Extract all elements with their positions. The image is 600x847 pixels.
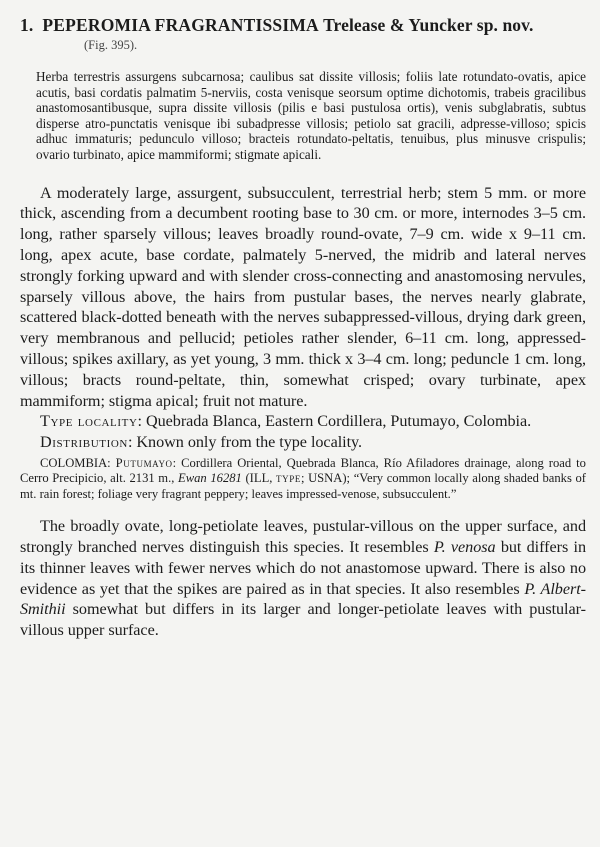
related-species-albert-smithii: P. Albert-Smithii (20, 579, 586, 619)
species-heading (20, 14, 586, 36)
discussion-part-2: but differs in its thinner leaves with fewer nerves which do not anastomose upward. There is also no evidence as yet that the spikes are paired as in that species. It also resembles (20, 537, 587, 598)
discussion-text (20, 516, 586, 641)
specimen-type-label: type (276, 471, 301, 486)
latin-description-text: Herba terrestris assurgens subcarnosa; caulibus sat dissite villosis; foliis late rotundato-ovatis, apice acutis, basi cordatis palmatim 5-nerviis, costa venisque seorsum optime dichotomis, trabeis gracilibus anastomosantibusque, supra dissite villosis (pilis e basi pustulosa ortis), venis subglabratis, subtus disperse atro-punctatis venisque ibi subadpresse villosis; petiolo sat gracili, adpresse-villoso; spicis adhuc immaturis; pedunculo villoso; bracteis rotundato-peltatis, tenuibus, plus minusve crispulis; ovario turbinato, apice mammiformi; stigmate apicali. (36, 69, 586, 162)
specimen-locality: Cordillera Oriental, Quebrada Blanca, Río Afiladores drainage, along road to Cerro Precipicio, alt. 2131 m., (20, 455, 586, 486)
discussion-part-1: The broadly ovate, long-petiolate leaves, pustular-villous on the upper surface, and strongly branched nerves distinguish this species. It resembles (20, 517, 586, 556)
specimen-department: Putumayo (115, 455, 173, 470)
specimen-collector: Ewan 16281 (178, 471, 242, 486)
specimen-citation (20, 456, 586, 502)
specimen-country: COLOMBIA (40, 455, 108, 470)
type-locality-label: Type locality (40, 412, 138, 431)
english-description-text: A moderately large, assurgent, subsucculent, terrestrial herb; stem 5 mm. or more thick, ascending from a decumbent rooting base to 30 cm. or more, internodes 3–5 cm. long, rather sparsely villous; leaves broadly round-ovate, 7–9 cm. wide x 9–11 cm. long, apex acute, base cordate, palmately 5-nerved, the midrib and lateral nerves strongly forking upward and with slender cross-connecting and anastomosing nervules, sparsely villous above, the hairs from pustular bases, the nerves nearly glabrate, scattered black-dotted beneath with the nerves subappressed-villous, drying dark green, very membranous and pellucid; petioles rather slender, 6–11 cm. long, appressed-villous; spikes axillary, as yet young, 3 mm. thick x 3–4 cm. long; peduncle 1 cm. long, villous; bracts round-peltate, thin, somewhat crisped; ovary turbinate, apex mammiform; stigma apical; fruit not mature. (20, 183, 586, 410)
species-authority: Trelease & Yuncker sp. nov. (323, 15, 534, 35)
discussion (20, 516, 586, 641)
distribution: Distribution: Known only from the type locality. (40, 433, 363, 452)
specimen-herbarium-2: ; USNA); (300, 471, 351, 486)
figure-reference: (Fig. 395). (84, 38, 138, 52)
latin-description (20, 69, 586, 163)
specimen-herbarium-1: (ILL, (245, 471, 273, 486)
species-name: PEPEROMIA FRAGRANTISSIMA (42, 15, 319, 35)
type-locality-text: Quebrada Blanca, Eastern Cordillera, Putumayo, Colombia. (145, 412, 532, 431)
species-treatment (20, 14, 586, 641)
type-locality: Type locality: Quebrada Blanca, Eastern Cordillera, Putumayo, Colombia. (40, 412, 532, 431)
distribution-label: Distribution (40, 433, 128, 452)
english-description (20, 183, 586, 453)
species-number: 1. (20, 15, 34, 35)
distribution-text: Known only from the type locality. (136, 433, 363, 452)
related-species-venosa: P. venosa (433, 537, 496, 556)
specimen-citation-text: COLOMBIA: Putumayo: Cordillera Oriental, Quebrada Blanca, Río Afiladores drainage, along road to Cerro Precipicio, alt. 2131 m., Ewan 16281 (ILL, type; USNA); “Very common locally along shaded banks of mt. rain forest; foliage very fragrant peppery; leaves impressed-venose, subsucculent.” (20, 455, 586, 501)
specimen-note: “Very common locally along shaded banks of mt. rain forest; foliage very fragrant peppery; leaves impressed-venose, subsucculent.” (20, 471, 586, 501)
discussion-part-3: somewhat but differs in its larger and longer-petiolate leaves with pustular-villous upper surface. (20, 600, 587, 640)
